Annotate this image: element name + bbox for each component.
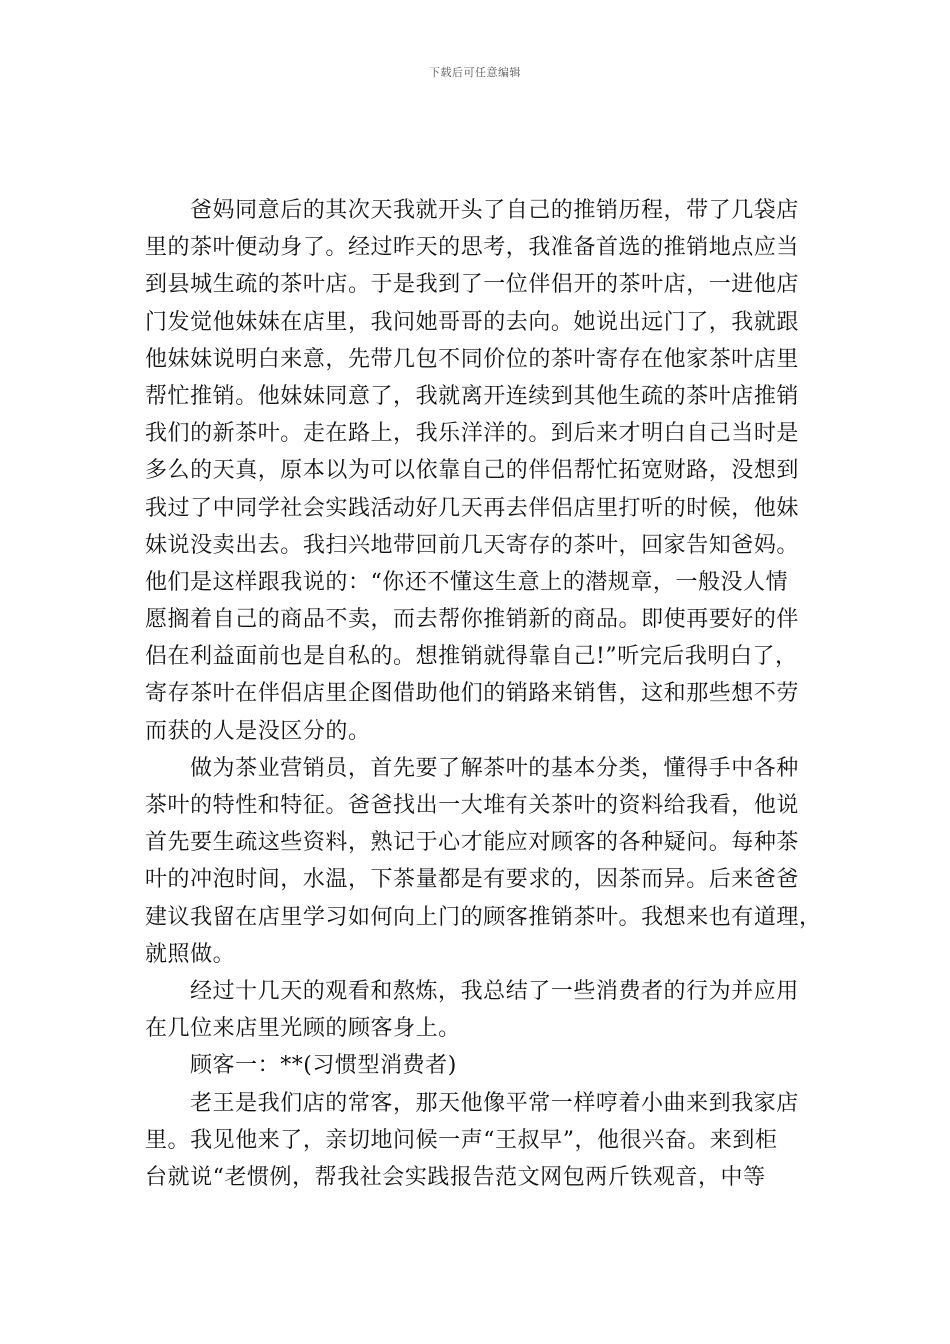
text-line: 他们是这样跟我说的：“你还不懂这生意上的潜规章，一般没人情 bbox=[145, 569, 789, 595]
text-line: 首先要生疏这些资料，熟记于心才能应对顾客的各种疑问。每种茶 bbox=[145, 830, 799, 856]
text-line: 做为茶业营销员，首先要了解茶叶的基本分类，懂得手中各种 bbox=[190, 755, 799, 781]
text-line: 而获的人是没区分的。 bbox=[145, 718, 371, 744]
paragraph-1 bbox=[145, 192, 825, 750]
text-line: 就照做。 bbox=[145, 941, 236, 967]
text-line: 愿搁着自己的商品不卖，而去帮你推销新的商品。即使再要好的伴 bbox=[145, 607, 799, 633]
paragraph-2 bbox=[145, 750, 825, 973]
text-line: 里的茶叶便动身了。经过昨天的思考，我准备首选的推销地点应当 bbox=[145, 235, 799, 261]
customer-heading bbox=[145, 1047, 825, 1084]
text-line: 老王是我们店的常客，那天他像平常一样哼着小曲来到我家店 bbox=[190, 1090, 799, 1116]
text-line: 经过十几天的观看和熬炼，我总结了一些消费者的行为并应用 bbox=[190, 978, 799, 1004]
text-line: 帮忙推销。他妹妹同意了，我就离开连续到其他生疏的茶叶店推销 bbox=[145, 383, 799, 409]
text-line: 多么的天真，原本以为可以依靠自己的伴侣帮忙拓宽财路，没想到 bbox=[145, 458, 799, 484]
page-header: 下载后可任意编辑 bbox=[429, 66, 521, 79]
paragraph-5 bbox=[145, 1085, 825, 1197]
text-line: 到县城生疏的茶叶店。于是我到了一位伴侣开的茶叶店，一进他店 bbox=[145, 272, 799, 298]
text-line: 寄存茶叶在伴侣店里企图借助他们的销路来销售，这和那些想不劳 bbox=[145, 681, 799, 707]
text-line: 顾客一：**(习惯型消费者) bbox=[190, 1053, 457, 1079]
text-line: 建议我留在店里学习如何向上门的顾客推销茶叶。我想来也有道理， bbox=[145, 904, 822, 930]
text-line: 台就说“老惯例，帮我社会实践报告范文网包两斤铁观音，中等 bbox=[145, 1164, 766, 1190]
text-line: 侣在利益面前也是自私的。想推销就得靠自己!”听完后我明白了， bbox=[145, 644, 798, 670]
text-line: 在几位来店里光顾的顾客身上。 bbox=[145, 1016, 461, 1042]
text-line: 叶的冲泡时间，水温，下茶量都是有要求的，因茶而异。后来爸爸 bbox=[145, 867, 799, 893]
text-line: 我们的新茶叶。走在路上，我乐洋洋的。到后来才明白自己当时是 bbox=[145, 421, 799, 447]
text-line: 茶叶的特性和特征。爸爸找出一大堆有关茶叶的资料给我看，他说 bbox=[145, 793, 799, 818]
text-line: 里。我见他来了，亲切地问候一声“王叔早”，他很兴奋。来到柜 bbox=[145, 1127, 778, 1153]
text-line: 门发觉他妹妹在店里，我问她哥哥的去向。她说出远门了，我就跟 bbox=[145, 309, 799, 335]
text-line: 他妹妹说明白来意，先带几包不同价位的茶叶寄存在他家茶叶店里 bbox=[145, 346, 799, 372]
document-body bbox=[145, 192, 825, 1196]
text-line: 我过了中同学社会实践活动好几天再去伴侣店里打听的时候，他妹 bbox=[145, 495, 799, 521]
text-line: 妹说没卖出去。我扫兴地带回前几天寄存的茶叶，回家告知爸妈。 bbox=[145, 532, 799, 558]
text-line: 爸妈同意后的其次天我就开头了自己的推销历程，带了几袋店 bbox=[190, 198, 799, 223]
paragraph-3 bbox=[145, 973, 825, 1047]
